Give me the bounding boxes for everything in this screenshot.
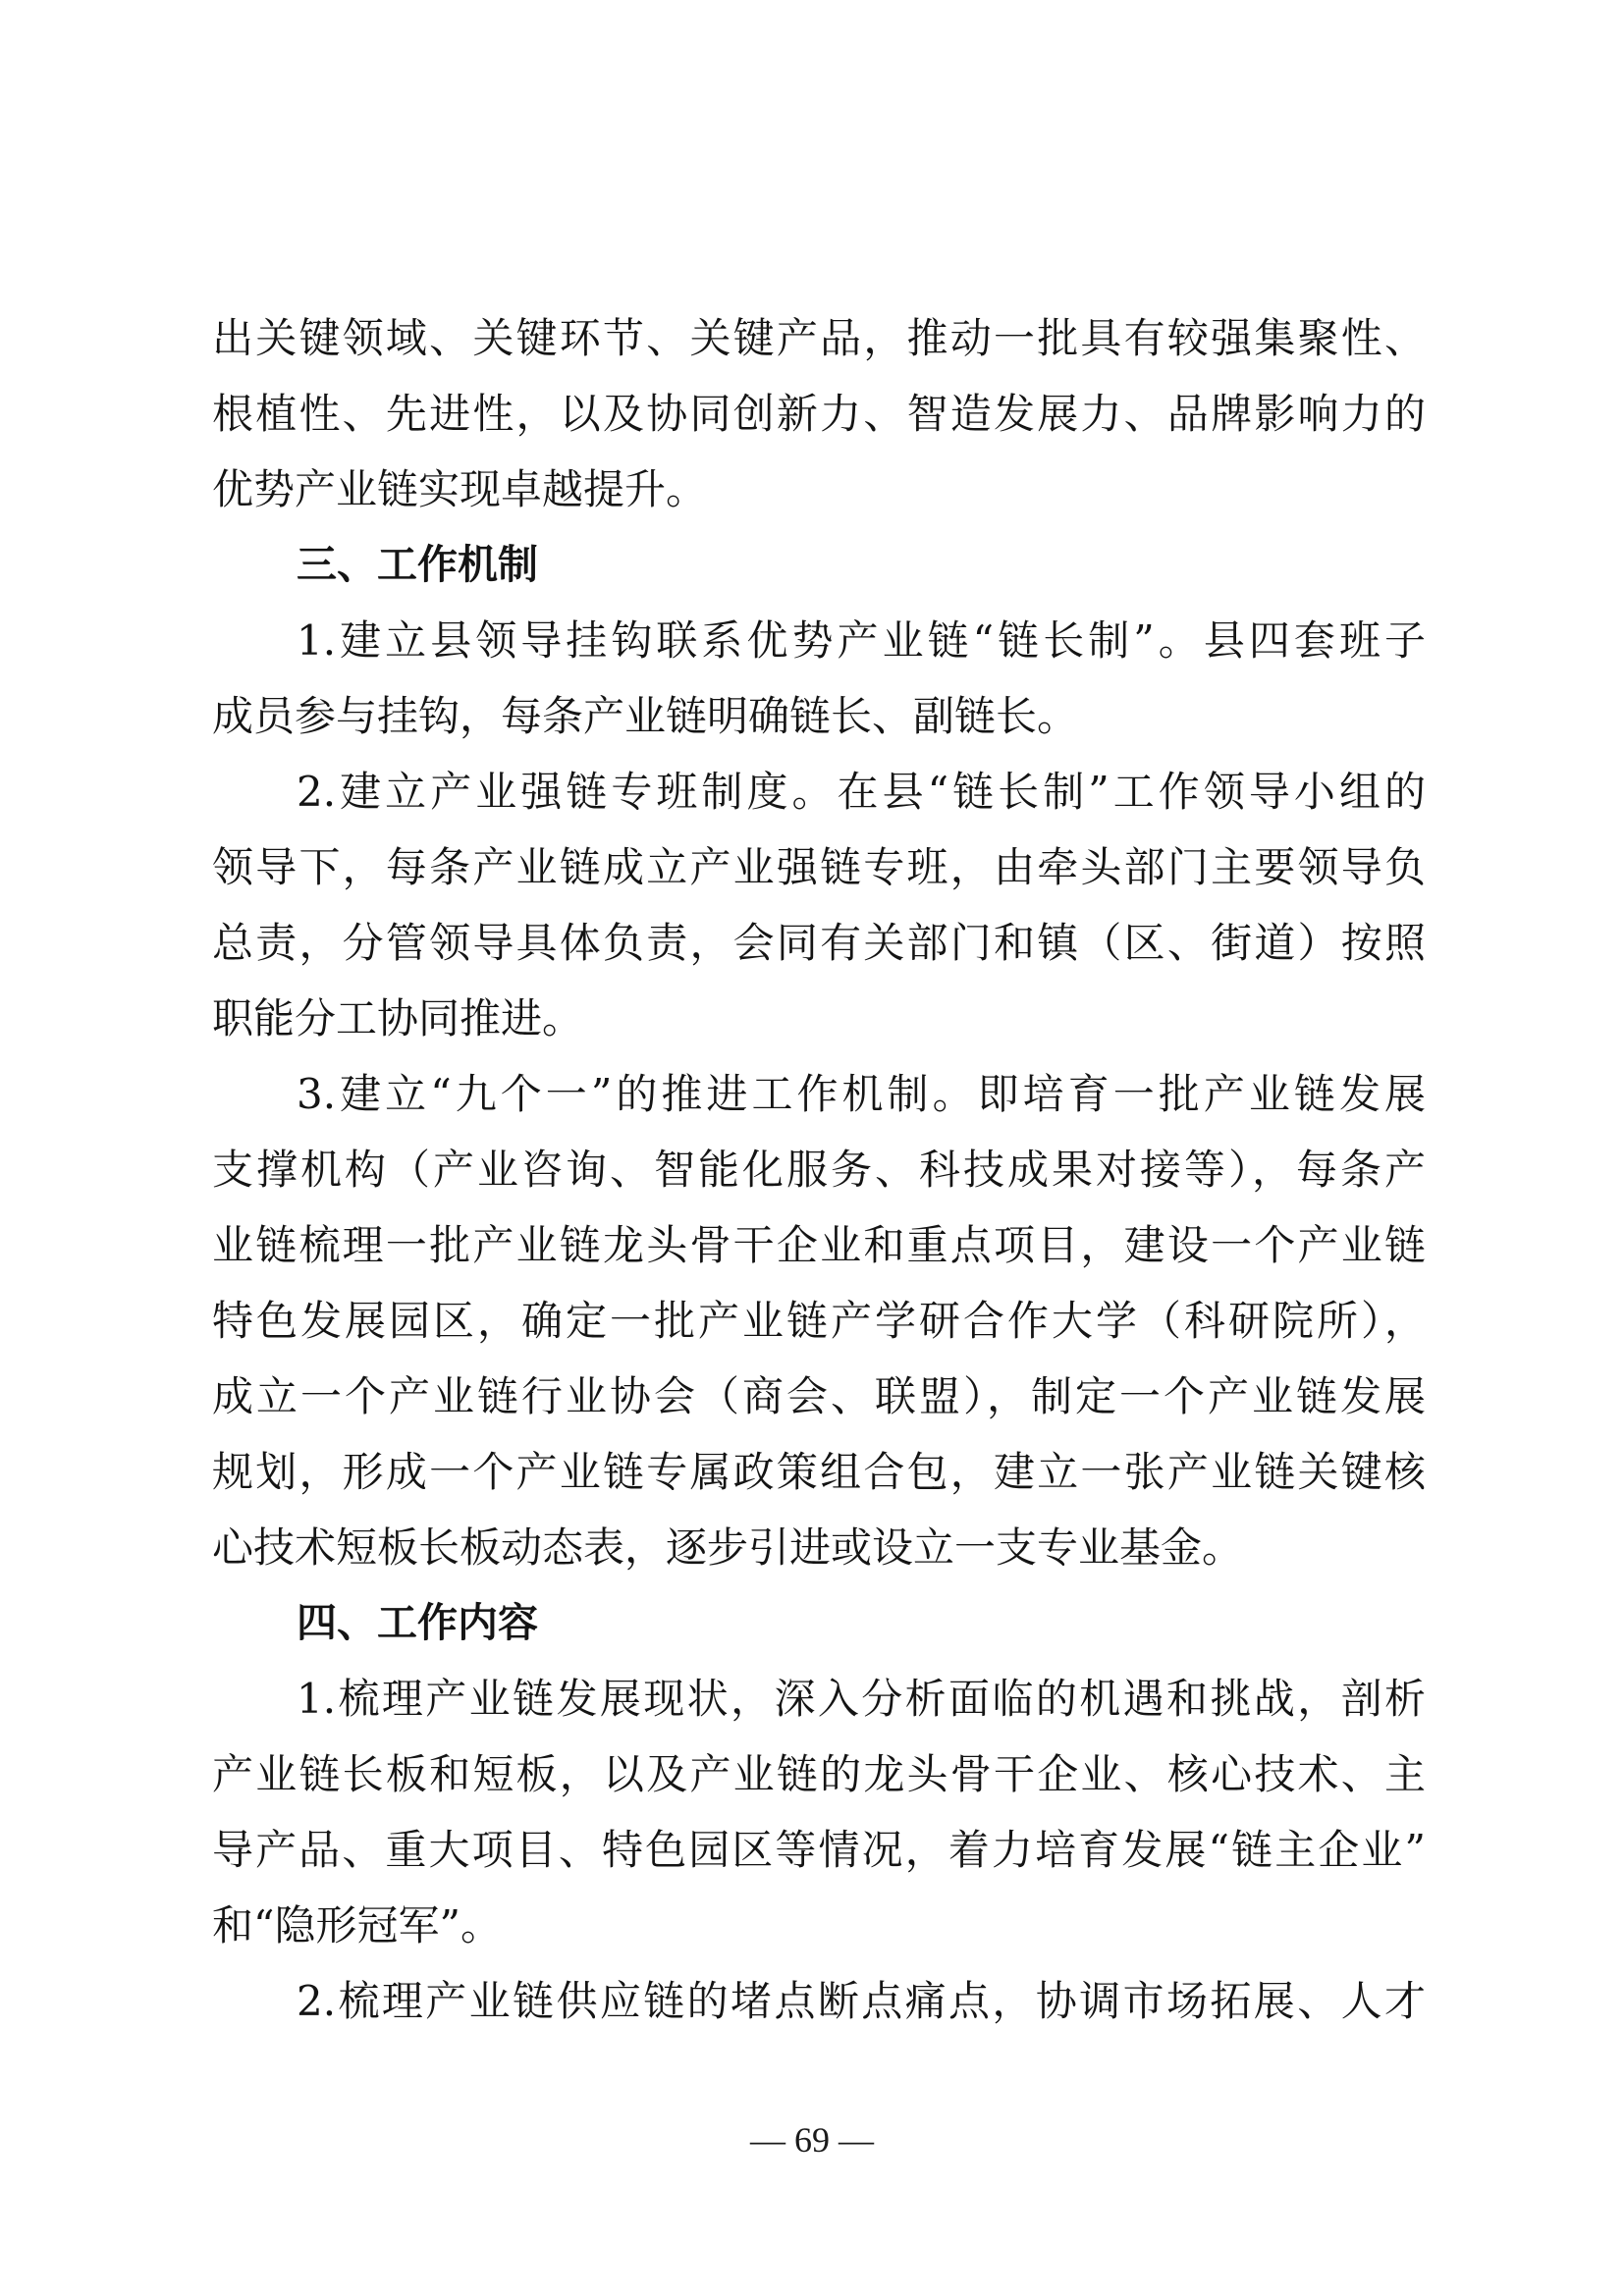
section-heading-4: 四、工作内容 — [297, 1599, 538, 1646]
body-text — [212, 300, 1426, 2039]
paragraph-line: 根植性、先进性，以及协同创新力、智造发展力、品牌影响力的 — [212, 390, 1426, 438]
paragraph-line: 成员参与挂钩，每条产业链明确链长、副链长。 — [212, 692, 1079, 740]
paragraph-line: 导产品、重大项目、特色园区等情况，着力培育发展“链主企业” — [212, 1826, 1426, 1874]
paragraph-line: 规划，形成一个产业链专属政策组合包，建立一张产业链关键核 — [212, 1448, 1426, 1496]
paragraph-line: 3.建立“九个一”的推进工作机制。即培育一批产业链发展 — [297, 1070, 1426, 1118]
paragraph-line: 1.梳理产业链发展现状，深入分析面临的机遇和挑战，剖析 — [297, 1675, 1426, 1723]
paragraph-line: 2.梳理产业链供应链的堵点断点痛点，协调市场拓展、人才 — [297, 1977, 1426, 2025]
paragraph-line: 职能分工协同推进。 — [212, 994, 584, 1042]
section-heading-3: 三、工作机制 — [297, 541, 538, 588]
page-number: — 69 — — [750, 2120, 874, 2160]
paragraph-line: 成立一个产业链行业协会（商会、联盟），制定一个产业链发展 — [212, 1372, 1426, 1420]
paragraph-line: 优势产业链实现卓越提升。 — [212, 465, 708, 513]
paragraph-line: 心技术短板长板动态表，逐步引进或设立一支专业基金。 — [212, 1523, 1244, 1572]
paragraph-line: 产业链长板和短板，以及产业链的龙头骨干企业、核心技术、主 — [212, 1750, 1426, 1798]
paragraph-line: 支撑机构（产业咨询、智能化服务、科技成果对接等），每条产 — [212, 1146, 1426, 1194]
paragraph-line: 业链梳理一批产业链龙头骨干企业和重点项目，建设一个产业链 — [212, 1221, 1426, 1269]
paragraph-line: 1.建立县领导挂钩联系优势产业链“链长制”。县四套班子 — [297, 616, 1426, 665]
paragraph-line: 总责，分管领导具体负责，会同有关部门和镇（区、街道）按照 — [212, 919, 1426, 967]
paragraph-line: 领导下，每条产业链成立产业强链专班，由牵头部门主要领导负 — [212, 843, 1426, 891]
paragraph-line: 特色发展园区，确定一批产业链产学研合作大学（科研院所）， — [212, 1297, 1426, 1345]
paragraph-line: 2.建立产业强链专班制度。在县“链长制”工作领导小组的 — [297, 768, 1426, 816]
paragraph-line: 和“隐形冠军”。 — [212, 1901, 502, 1949]
paragraph-line: 出关键领域、关键环节、关键产品，推动一批具有较强集聚性、 — [212, 314, 1426, 362]
